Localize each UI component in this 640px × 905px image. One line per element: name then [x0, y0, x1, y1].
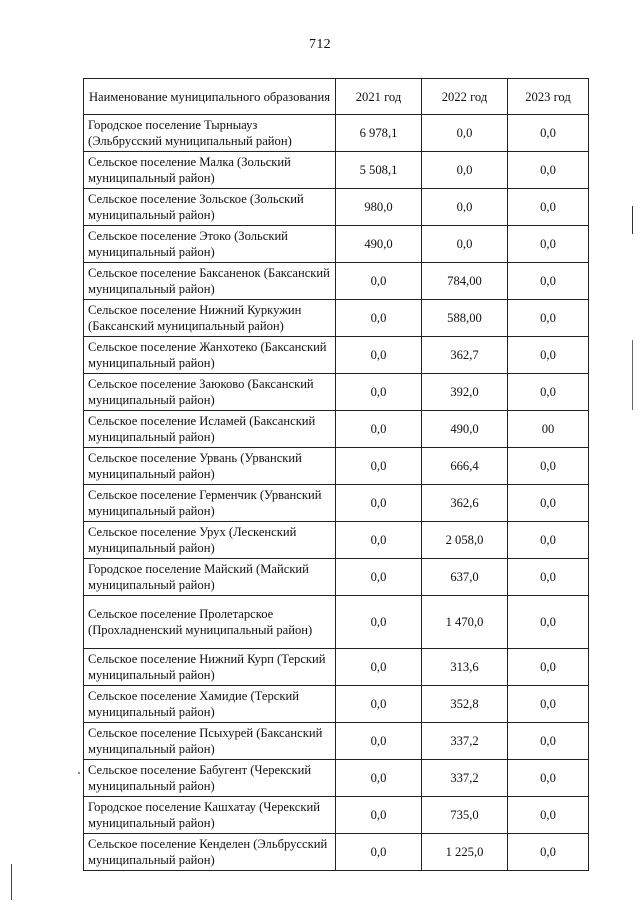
value-2021-cell: 0,0	[336, 522, 422, 559]
municipality-cell: Городское поселение Кашхатау (Черекский муниципальный район)	[84, 797, 336, 834]
value-2021-cell: 0,0	[336, 337, 422, 374]
municipality-cell: Городское поселение Тырныауз (Эльбрусский муниципальный район)	[84, 115, 336, 152]
value-2023-cell: 0,0	[508, 448, 589, 485]
table-row	[84, 263, 589, 300]
allocation-table	[83, 78, 589, 871]
table-row	[84, 226, 589, 263]
value-2021-cell: 0,0	[336, 760, 422, 797]
value-2022-cell: 666,4	[422, 448, 508, 485]
header-municipality: Наименование муниципального образования	[84, 79, 336, 115]
value-2021-cell: 0,0	[336, 448, 422, 485]
table-row	[84, 485, 589, 522]
value-2023-cell: 0,0	[508, 723, 589, 760]
value-2022-cell: 362,6	[422, 485, 508, 522]
value-2023-cell: 0,0	[508, 760, 589, 797]
table-row	[84, 686, 589, 723]
scan-speck	[78, 772, 80, 774]
value-2022-cell: 588,00	[422, 300, 508, 337]
value-2022-cell: 490,0	[422, 411, 508, 448]
municipality-cell: Сельское поселение Хамидие (Терский муниципальный район)	[84, 686, 336, 723]
value-2023-cell: 0,0	[508, 485, 589, 522]
municipality-cell: Сельское поселение Баксаненок (Баксанский муниципальный район)	[84, 263, 336, 300]
value-2021-cell: 0,0	[336, 723, 422, 760]
table-row	[84, 152, 589, 189]
value-2023-cell: 0,0	[508, 300, 589, 337]
table-row	[84, 448, 589, 485]
value-2023-cell: 0,0	[508, 226, 589, 263]
header-row	[84, 79, 589, 115]
value-2023-cell: 0,0	[508, 189, 589, 226]
scan-margin-mark	[11, 864, 12, 900]
value-2021-cell: 980,0	[336, 189, 422, 226]
value-2021-cell: 0,0	[336, 596, 422, 649]
table-row	[84, 522, 589, 559]
table-row	[84, 760, 589, 797]
value-2023-cell: 0,0	[508, 374, 589, 411]
table-row	[84, 115, 589, 152]
value-2021-cell: 0,0	[336, 263, 422, 300]
value-2022-cell: 735,0	[422, 797, 508, 834]
scan-margin-mark	[632, 340, 633, 410]
municipality-cell: Сельское поселение Псыхурей (Баксанский муниципальный район)	[84, 723, 336, 760]
municipality-cell: Городское поселение Майский (Майский муниципальный район)	[84, 559, 336, 596]
value-2023-cell: 0,0	[508, 337, 589, 374]
municipality-cell: Сельское поселение Пролетарское (Прохладненский муниципальный район)	[84, 596, 336, 649]
value-2021-cell: 0,0	[336, 411, 422, 448]
table-row	[84, 189, 589, 226]
value-2023-cell: 0,0	[508, 686, 589, 723]
value-2021-cell: 6 978,1	[336, 115, 422, 152]
value-2021-cell: 0,0	[336, 374, 422, 411]
municipality-cell: Сельское поселение Кенделен (Эльбрусский муниципальный район)	[84, 834, 336, 871]
municipality-cell: Сельское поселение Заюково (Баксанский муниципальный район)	[84, 374, 336, 411]
value-2021-cell: 0,0	[336, 834, 422, 871]
value-2021-cell: 0,0	[336, 300, 422, 337]
table-row	[84, 411, 589, 448]
table-row	[84, 559, 589, 596]
table-row	[84, 797, 589, 834]
value-2022-cell: 0,0	[422, 189, 508, 226]
value-2022-cell: 1 470,0	[422, 596, 508, 649]
value-2021-cell: 0,0	[336, 797, 422, 834]
value-2023-cell: 0,0	[508, 263, 589, 300]
value-2021-cell: 0,0	[336, 559, 422, 596]
municipality-cell: Сельское поселение Нижний Куркужин (Баксанский муниципальный район)	[84, 300, 336, 337]
value-2022-cell: 313,6	[422, 649, 508, 686]
municipality-cell: Сельское поселение Урух (Лескенский муниципальный район)	[84, 522, 336, 559]
table-row	[84, 374, 589, 411]
value-2022-cell: 637,0	[422, 559, 508, 596]
table-row	[84, 596, 589, 649]
municipality-cell: Сельское поселение Жанхотеко (Баксанский муниципальный район)	[84, 337, 336, 374]
header-2023: 2023 год	[508, 79, 589, 115]
table-row	[84, 300, 589, 337]
municipality-cell: Сельское поселение Бабугент (Черекский муниципальный район)	[84, 760, 336, 797]
header-2021: 2021 год	[336, 79, 422, 115]
municipality-cell: Сельское поселение Герменчик (Урванский муниципальный район)	[84, 485, 336, 522]
value-2021-cell: 0,0	[336, 649, 422, 686]
value-2023-cell: 0,0	[508, 596, 589, 649]
value-2023-cell: 0,0	[508, 834, 589, 871]
scan-margin-mark	[632, 206, 633, 234]
value-2022-cell: 0,0	[422, 226, 508, 263]
value-2023-cell: 0,0	[508, 152, 589, 189]
municipality-cell: Сельское поселение Исламей (Баксанский муниципальный район)	[84, 411, 336, 448]
value-2022-cell: 784,00	[422, 263, 508, 300]
table-body	[84, 115, 589, 871]
value-2023-cell: 0,0	[508, 115, 589, 152]
table-row	[84, 834, 589, 871]
municipality-cell: Сельское поселение Малка (Зольский муниципальный район)	[84, 152, 336, 189]
value-2022-cell: 0,0	[422, 115, 508, 152]
value-2023-cell: 0,0	[508, 522, 589, 559]
value-2023-cell: 00	[508, 411, 589, 448]
value-2022-cell: 0,0	[422, 152, 508, 189]
header-2022: 2022 год	[422, 79, 508, 115]
value-2021-cell: 0,0	[336, 485, 422, 522]
value-2021-cell: 5 508,1	[336, 152, 422, 189]
table-header	[84, 79, 589, 115]
page-number: 712	[309, 37, 331, 52]
value-2022-cell: 352,8	[422, 686, 508, 723]
value-2022-cell: 1 225,0	[422, 834, 508, 871]
table-row	[84, 723, 589, 760]
value-2023-cell: 0,0	[508, 649, 589, 686]
municipality-cell: Сельское поселение Нижний Курп (Терский муниципальный район)	[84, 649, 336, 686]
value-2022-cell: 337,2	[422, 760, 508, 797]
value-2022-cell: 362,7	[422, 337, 508, 374]
municipality-cell: Сельское поселение Урвань (Урванский муниципальный район)	[84, 448, 336, 485]
value-2022-cell: 392,0	[422, 374, 508, 411]
municipality-cell: Сельское поселение Этоко (Зольский муниципальный район)	[84, 226, 336, 263]
value-2022-cell: 2 058,0	[422, 522, 508, 559]
value-2023-cell: 0,0	[508, 797, 589, 834]
municipality-cell: Сельское поселение Зольское (Зольский муниципальный район)	[84, 189, 336, 226]
value-2022-cell: 337,2	[422, 723, 508, 760]
table-row	[84, 337, 589, 374]
value-2023-cell: 0,0	[508, 559, 589, 596]
value-2021-cell: 0,0	[336, 686, 422, 723]
table-row	[84, 649, 589, 686]
value-2021-cell: 490,0	[336, 226, 422, 263]
